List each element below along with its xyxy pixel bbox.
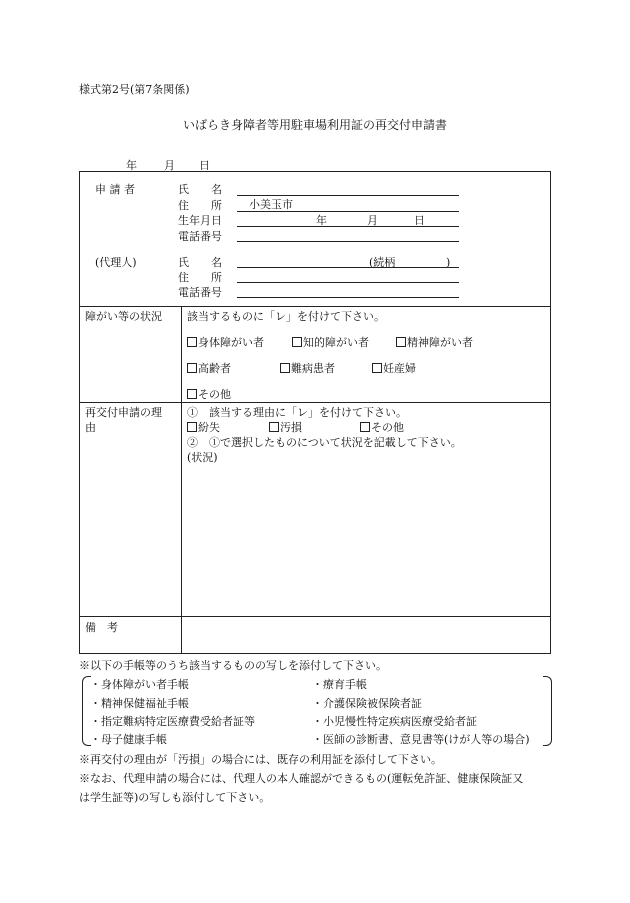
document-item: ・身体障がい者手帳: [90, 678, 189, 691]
date-day-label: 日: [199, 159, 210, 172]
option-label: 難病患者: [291, 362, 335, 375]
checkbox[interactable]: [280, 363, 290, 373]
checkbox[interactable]: [360, 422, 370, 432]
document-item: ・療育手帳: [312, 678, 367, 691]
list-bracket-right: [543, 676, 552, 746]
date-year-label: 年: [126, 159, 137, 172]
option-label: 知的障がい者: [303, 336, 369, 349]
option-other-disability[interactable]: [187, 389, 231, 400]
agent-address-label: 住 所: [178, 271, 222, 284]
remarks-field[interactable]: [185, 620, 545, 652]
agent-relation-open: (続柄: [369, 256, 396, 269]
date-month-label: 月: [164, 159, 175, 172]
reason-label-line2: 由: [85, 421, 96, 434]
disability-label: 障がい等の状況: [85, 310, 162, 323]
option-label: その他: [371, 421, 404, 434]
status-label: (状況): [187, 451, 218, 464]
option-label: 妊産婦: [383, 362, 416, 375]
option-other-reason[interactable]: [360, 422, 404, 433]
reason-step1: ① 該当する理由に「レ」を付けて下さい。: [187, 406, 407, 419]
status-description-area[interactable]: [185, 466, 545, 612]
reason-step2: ② ①で選択したものについて状況を記載して下さい。: [187, 436, 462, 449]
applicant-birthdate-field[interactable]: [237, 226, 459, 227]
document-item: ・母子健康手帳: [90, 733, 167, 746]
applicant-phone-field[interactable]: [237, 241, 459, 242]
option-label: 汚損: [280, 421, 302, 434]
attach-instruction: ※以下の手帳等のうち該当するものの写しを添付して下さい。: [79, 659, 387, 672]
column-divider: [181, 306, 182, 654]
option-label: 精神障がい者: [407, 336, 473, 349]
form-title: いばらき身障者等用駐車場利用証の再交付申請書: [182, 118, 447, 132]
birth-month-label: 月: [367, 214, 378, 227]
agent-name-field[interactable]: [237, 267, 459, 268]
applicant-address-field[interactable]: [237, 211, 459, 212]
applicant-address-value: 小美玉市: [249, 198, 293, 211]
option-physical-disability[interactable]: [187, 337, 264, 348]
applicant-name-label: 氏 名: [178, 183, 222, 196]
birth-day-label: 日: [414, 214, 425, 227]
option-label: 高齢者: [198, 362, 231, 375]
applicant-phone-label: 電話番号: [178, 230, 222, 243]
checkbox[interactable]: [187, 422, 197, 432]
form-number: 様式第2号(第7条関係): [79, 83, 190, 96]
applicant-section-label: 申 請 者: [95, 183, 135, 196]
checkbox[interactable]: [187, 363, 197, 373]
option-pregnant[interactable]: [372, 363, 416, 374]
checkbox[interactable]: [187, 389, 197, 399]
row-divider: [80, 402, 550, 403]
row-divider: [80, 616, 550, 617]
agent-phone-field[interactable]: [237, 297, 459, 298]
note-agent-line1: ※なお、代理申請の場合には、代理人の本人確認ができるもの(運転免許証、健康保険証又: [79, 772, 524, 785]
checkbox[interactable]: [292, 337, 302, 347]
checkbox[interactable]: [372, 363, 382, 373]
agent-section-label: (代理人): [95, 256, 137, 269]
agent-phone-label: 電話番号: [178, 286, 222, 299]
application-table: [79, 171, 551, 654]
checkbox[interactable]: [396, 337, 406, 347]
checkbox[interactable]: [269, 422, 279, 432]
document-item: ・医師の診断書、意見書等(けが人等の場合): [312, 733, 530, 746]
document-item: ・小児慢性特定疾病医療受給者証: [312, 715, 477, 728]
option-elderly[interactable]: [187, 363, 231, 374]
document-item: ・指定難病特定医療費受給者証等: [90, 715, 255, 728]
disability-instruction: 該当するものに「レ」を付けて下さい。: [187, 310, 385, 323]
document-item: ・介護保険被保険者証: [312, 697, 422, 710]
option-label: その他: [198, 388, 231, 401]
agent-relation-close: ): [446, 256, 451, 269]
reason-label-line1: 再交付申請の理: [85, 406, 162, 419]
applicant-name-field[interactable]: [237, 195, 459, 196]
birth-year-label: 年: [316, 214, 327, 227]
note-agent-line2: は学生証等)の写しも添付して下さい。: [79, 791, 271, 804]
remarks-label: 備 考: [85, 621, 118, 634]
document-item: ・精神保健福祉手帳: [90, 697, 189, 710]
option-label: 身体障がい者: [198, 336, 264, 349]
option-damaged[interactable]: [269, 422, 302, 433]
row-divider: [80, 306, 550, 307]
applicant-address-label: 住 所: [178, 199, 222, 212]
option-mental-disability[interactable]: [396, 337, 473, 348]
agent-address-field[interactable]: [237, 282, 459, 283]
checkbox[interactable]: [187, 337, 197, 347]
agent-name-label: 氏 名: [178, 256, 222, 269]
option-lost[interactable]: [187, 422, 220, 433]
option-intellectual-disability[interactable]: [292, 337, 369, 348]
option-label: 紛失: [198, 421, 220, 434]
applicant-birthdate-label: 生年月日: [178, 214, 222, 227]
option-intractable-disease[interactable]: [280, 363, 335, 374]
note-damaged: ※再交付の理由が「汚損」の場合には、既存の利用証を添付して下さい。: [79, 753, 442, 766]
